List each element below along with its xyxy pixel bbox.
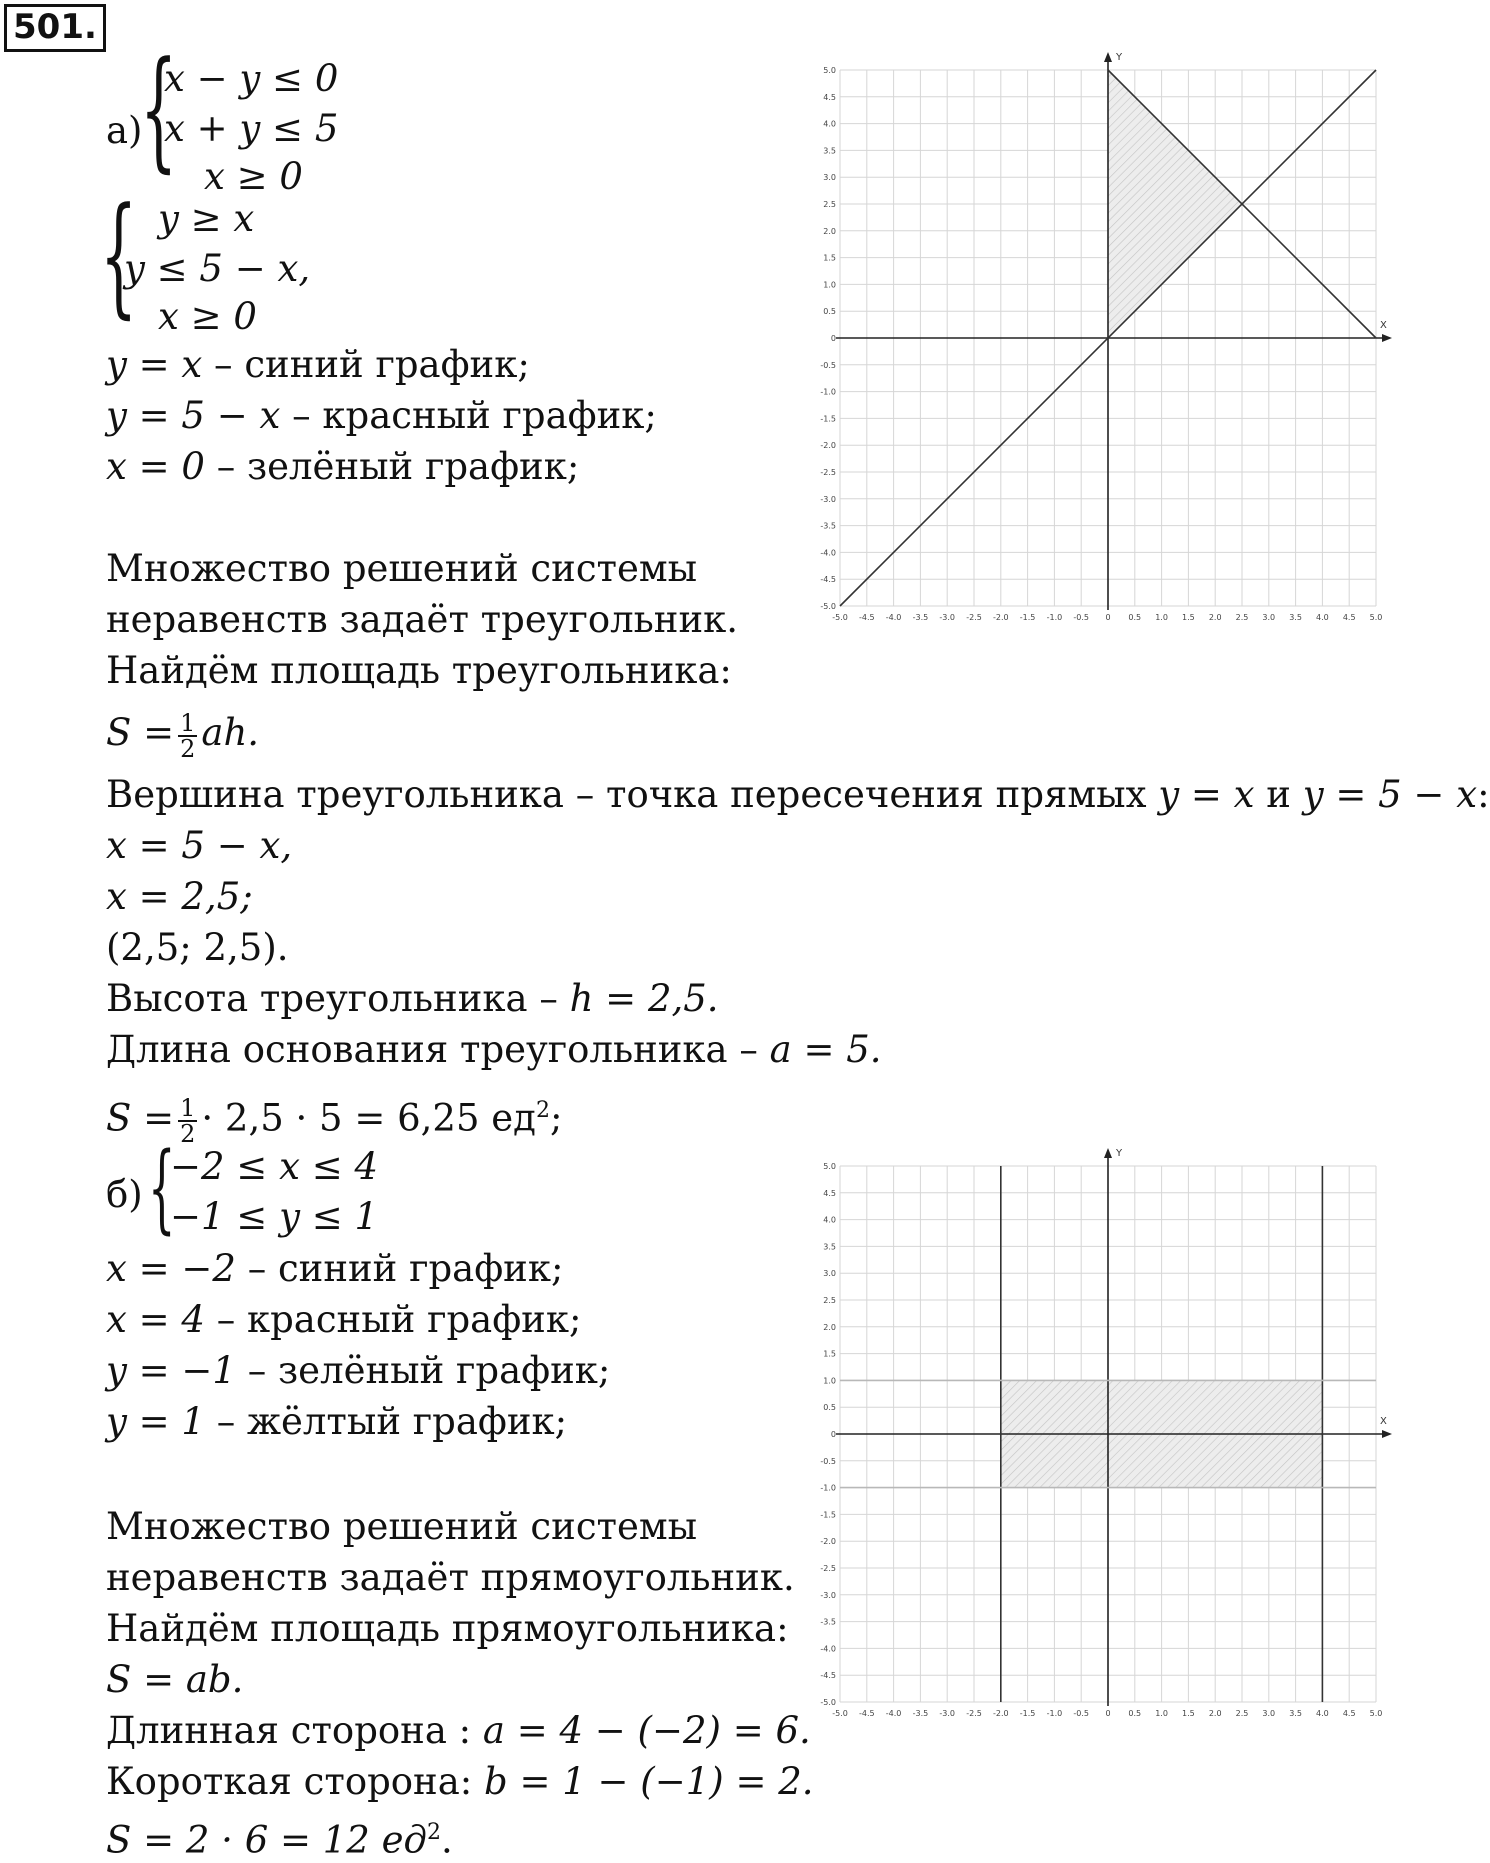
- y-tick-label: -4.0: [820, 1644, 836, 1654]
- y-tick-label: 5.0: [823, 1162, 836, 1171]
- y-tick-label: -4.5: [820, 1671, 836, 1681]
- graph-note: y = 1 – жёлтый график;: [106, 1400, 568, 1443]
- y-tick-label: -0.5: [820, 360, 836, 370]
- y-tick-label: -5.0: [820, 1698, 836, 1707]
- x-tick-label: 1.0: [1155, 1709, 1168, 1718]
- y-tick-label: -1.0: [820, 1483, 836, 1493]
- y-tick-label: 3.0: [823, 173, 836, 183]
- conclusion-text: Множество решений системы: [106, 547, 698, 590]
- system-brace: {: [148, 1132, 176, 1244]
- y-tick-label: -1.5: [820, 1510, 836, 1520]
- step: x = 2,5;: [106, 875, 253, 918]
- y-tick-label: 3.5: [823, 1242, 836, 1252]
- area-result: S = 2 · 6 = 12 $ед^2$.: [106, 1818, 453, 1862]
- system-row: x ≥ 0: [204, 155, 303, 198]
- y-tick-label: 2.0: [823, 1322, 836, 1332]
- x-tick-label: 3.0: [1262, 1709, 1276, 1718]
- y-tick-label: -4.5: [820, 575, 836, 585]
- solution-region: [1108, 70, 1242, 338]
- area-result: S = $\frac{1}{2}$ · 2,5 · 5 = 6,25 $ед^2$;: [106, 1093, 563, 1148]
- y-tick-label: -2.0: [820, 441, 836, 451]
- x-tick-label: -3.5: [912, 613, 929, 622]
- y-tick-label: 4.5: [823, 92, 836, 102]
- y-tick-label: 1.5: [823, 1349, 836, 1359]
- x-tick-label: 3.5: [1289, 613, 1302, 622]
- vertex-text: Вершина треугольника – точка пересечения прямых y = x и y = 5 − x:: [106, 773, 1490, 816]
- x-tick-label: 0: [1105, 1709, 1111, 1718]
- x-tick-label: -4.5: [858, 1709, 875, 1718]
- x-tick-label: -4.5: [858, 613, 875, 622]
- conclusion-text: Множество решений системы: [106, 1505, 698, 1548]
- y-tick-label: 1.5: [823, 253, 836, 263]
- x-axis-label: X: [1380, 1416, 1387, 1427]
- x-tick-label: 0: [1105, 613, 1111, 622]
- system-row: −1 ≤ y ≤ 1: [170, 1195, 379, 1238]
- y-tick-label: 2.5: [823, 1296, 836, 1305]
- base-text: Длина основания треугольника – a = 5.: [106, 1028, 882, 1071]
- y-tick-label: 5.0: [823, 66, 836, 75]
- y-axis-arrow: [1104, 1148, 1112, 1158]
- y-axis-arrow: [1104, 52, 1112, 62]
- x-tick-label: -1.5: [1019, 1709, 1036, 1718]
- x-tick-label: -4.0: [885, 1709, 902, 1718]
- area-formula: S = $\frac{1}{2}$ ah.: [106, 708, 260, 763]
- y-tick-label: -3.5: [820, 1617, 836, 1627]
- x-tick-label: 2.5: [1235, 1709, 1249, 1718]
- x-tick-label: 2.0: [1208, 1709, 1222, 1718]
- x-tick-label: 4.5: [1342, 613, 1356, 622]
- x-tick-label: -3.0: [939, 1709, 956, 1718]
- graph-note: y = 5 − x – красный график;: [106, 394, 657, 437]
- graph-note: x = 0 – зелёный график;: [106, 445, 580, 488]
- x-tick-label: 4.5: [1342, 1709, 1356, 1718]
- x-tick-label: -2.0: [992, 613, 1009, 622]
- graph-b: [810, 1140, 1390, 1730]
- y-axis-label: Y: [1116, 1148, 1123, 1159]
- step: x = 5 − x,: [106, 824, 293, 867]
- y-tick-label: 3.5: [823, 146, 836, 156]
- x-tick-label: 3.5: [1289, 1709, 1302, 1718]
- y-tick-label: 0: [830, 334, 836, 343]
- x-tick-label: 0.5: [1128, 1709, 1142, 1718]
- y-tick-label: -2.5: [820, 1564, 836, 1573]
- y-tick-label: -2.0: [820, 1537, 836, 1547]
- system-row: x ≥ 0: [158, 295, 257, 338]
- long-side-text: Длинная сторона : a = 4 − (−2) = 6.: [106, 1709, 811, 1752]
- x-tick-label: -2.0: [992, 1709, 1009, 1718]
- x-tick-label: -5.0: [832, 613, 848, 622]
- x-tick-label: -3.5: [912, 1709, 929, 1718]
- part-b-label: б): [106, 1173, 143, 1216]
- y-tick-label: 0: [830, 1430, 836, 1439]
- x-tick-label: -2.5: [966, 613, 982, 622]
- conclusion-text: Найдём площадь прямоугольника:: [106, 1607, 789, 1650]
- y-tick-label: 0.5: [823, 307, 836, 317]
- y-tick-label: -3.0: [820, 1590, 836, 1600]
- y-tick-label: 1.0: [823, 1376, 836, 1386]
- x-tick-label: -5.0: [832, 1709, 848, 1718]
- x-tick-label: 1.5: [1182, 613, 1195, 622]
- y-tick-label: 0.5: [823, 1403, 836, 1413]
- system-row: −2 ≤ x ≤ 4: [170, 1145, 378, 1188]
- x-tick-label: -3.0: [939, 613, 956, 622]
- x-tick-label: 1.5: [1182, 1709, 1195, 1718]
- x-axis-arrow: [1382, 1430, 1392, 1438]
- graph-note: y = −1 – зелёный график;: [106, 1349, 611, 1392]
- x-tick-label: 2.0: [1208, 613, 1222, 622]
- x-tick-label: -2.5: [966, 1709, 982, 1718]
- y-tick-label: -5.0: [820, 602, 836, 611]
- system-row: y ≤ 5 − x,: [124, 247, 311, 290]
- x-tick-label: -1.5: [1019, 613, 1036, 622]
- x-axis-arrow: [1382, 334, 1392, 342]
- y-tick-label: -1.0: [820, 387, 836, 397]
- system-brace: {: [140, 33, 178, 185]
- height-text: Высота треугольника – h = 2,5.: [106, 977, 719, 1020]
- x-tick-label: -4.0: [885, 613, 902, 622]
- x-tick-label: 3.0: [1262, 613, 1276, 622]
- area-formula: S = ab.: [106, 1658, 244, 1701]
- y-axis-label: Y: [1116, 52, 1123, 63]
- conclusion-text: Найдём площадь треугольника:: [106, 649, 732, 692]
- part-a-label: а): [106, 109, 143, 152]
- x-tick-label: -0.5: [1073, 613, 1090, 622]
- short-side-text: Короткая сторона: b = 1 − (−1) = 2.: [106, 1760, 814, 1803]
- y-tick-label: 3.0: [823, 1269, 836, 1279]
- y-tick-label: 4.5: [823, 1188, 836, 1198]
- system-brace: {: [100, 179, 138, 331]
- x-tick-label: 4.0: [1316, 613, 1329, 622]
- graph-note: x = 4 – красный график;: [106, 1298, 582, 1341]
- graph-note: y = x – синий график;: [106, 343, 530, 386]
- y-tick-label: 4.0: [823, 119, 836, 129]
- y-tick-label: 2.5: [823, 200, 836, 209]
- x-tick-label: 1.0: [1155, 613, 1168, 622]
- system-row: x + y ≤ 5: [164, 107, 339, 150]
- y-tick-label: 1.0: [823, 280, 836, 290]
- y-tick-label: -1.5: [820, 414, 836, 424]
- x-tick-label: 2.5: [1235, 613, 1249, 622]
- x-tick-label: 4.0: [1316, 1709, 1329, 1718]
- step: (2,5; 2,5).: [106, 926, 289, 969]
- y-tick-label: -3.0: [820, 494, 836, 504]
- system-row: y ≥ x: [158, 197, 255, 240]
- y-tick-label: 2.0: [823, 226, 836, 236]
- x-tick-label: 0.5: [1128, 613, 1142, 622]
- x-tick-label: 5.0: [1369, 1709, 1383, 1718]
- graph-note: x = −2 – синий график;: [106, 1247, 564, 1290]
- y-tick-label: 4.0: [823, 1215, 836, 1225]
- graph-a: [810, 44, 1390, 634]
- x-tick-label: -1.0: [1046, 1709, 1063, 1718]
- x-axis-label: X: [1380, 320, 1387, 331]
- x-tick-label: -0.5: [1073, 1709, 1090, 1718]
- conclusion-text: неравенств задаёт прямоугольник.: [106, 1556, 795, 1599]
- y-tick-label: -0.5: [820, 1456, 836, 1466]
- system-row: x − y ≤ 0: [164, 57, 339, 100]
- y-tick-label: -3.5: [820, 521, 836, 531]
- x-tick-label: -1.0: [1046, 613, 1063, 622]
- y-tick-label: -4.0: [820, 548, 836, 558]
- problem-number: 501.: [4, 4, 106, 52]
- conclusion-text: неравенств задаёт треугольник.: [106, 598, 739, 641]
- x-tick-label: 5.0: [1369, 613, 1383, 622]
- y-tick-label: -2.5: [820, 468, 836, 477]
